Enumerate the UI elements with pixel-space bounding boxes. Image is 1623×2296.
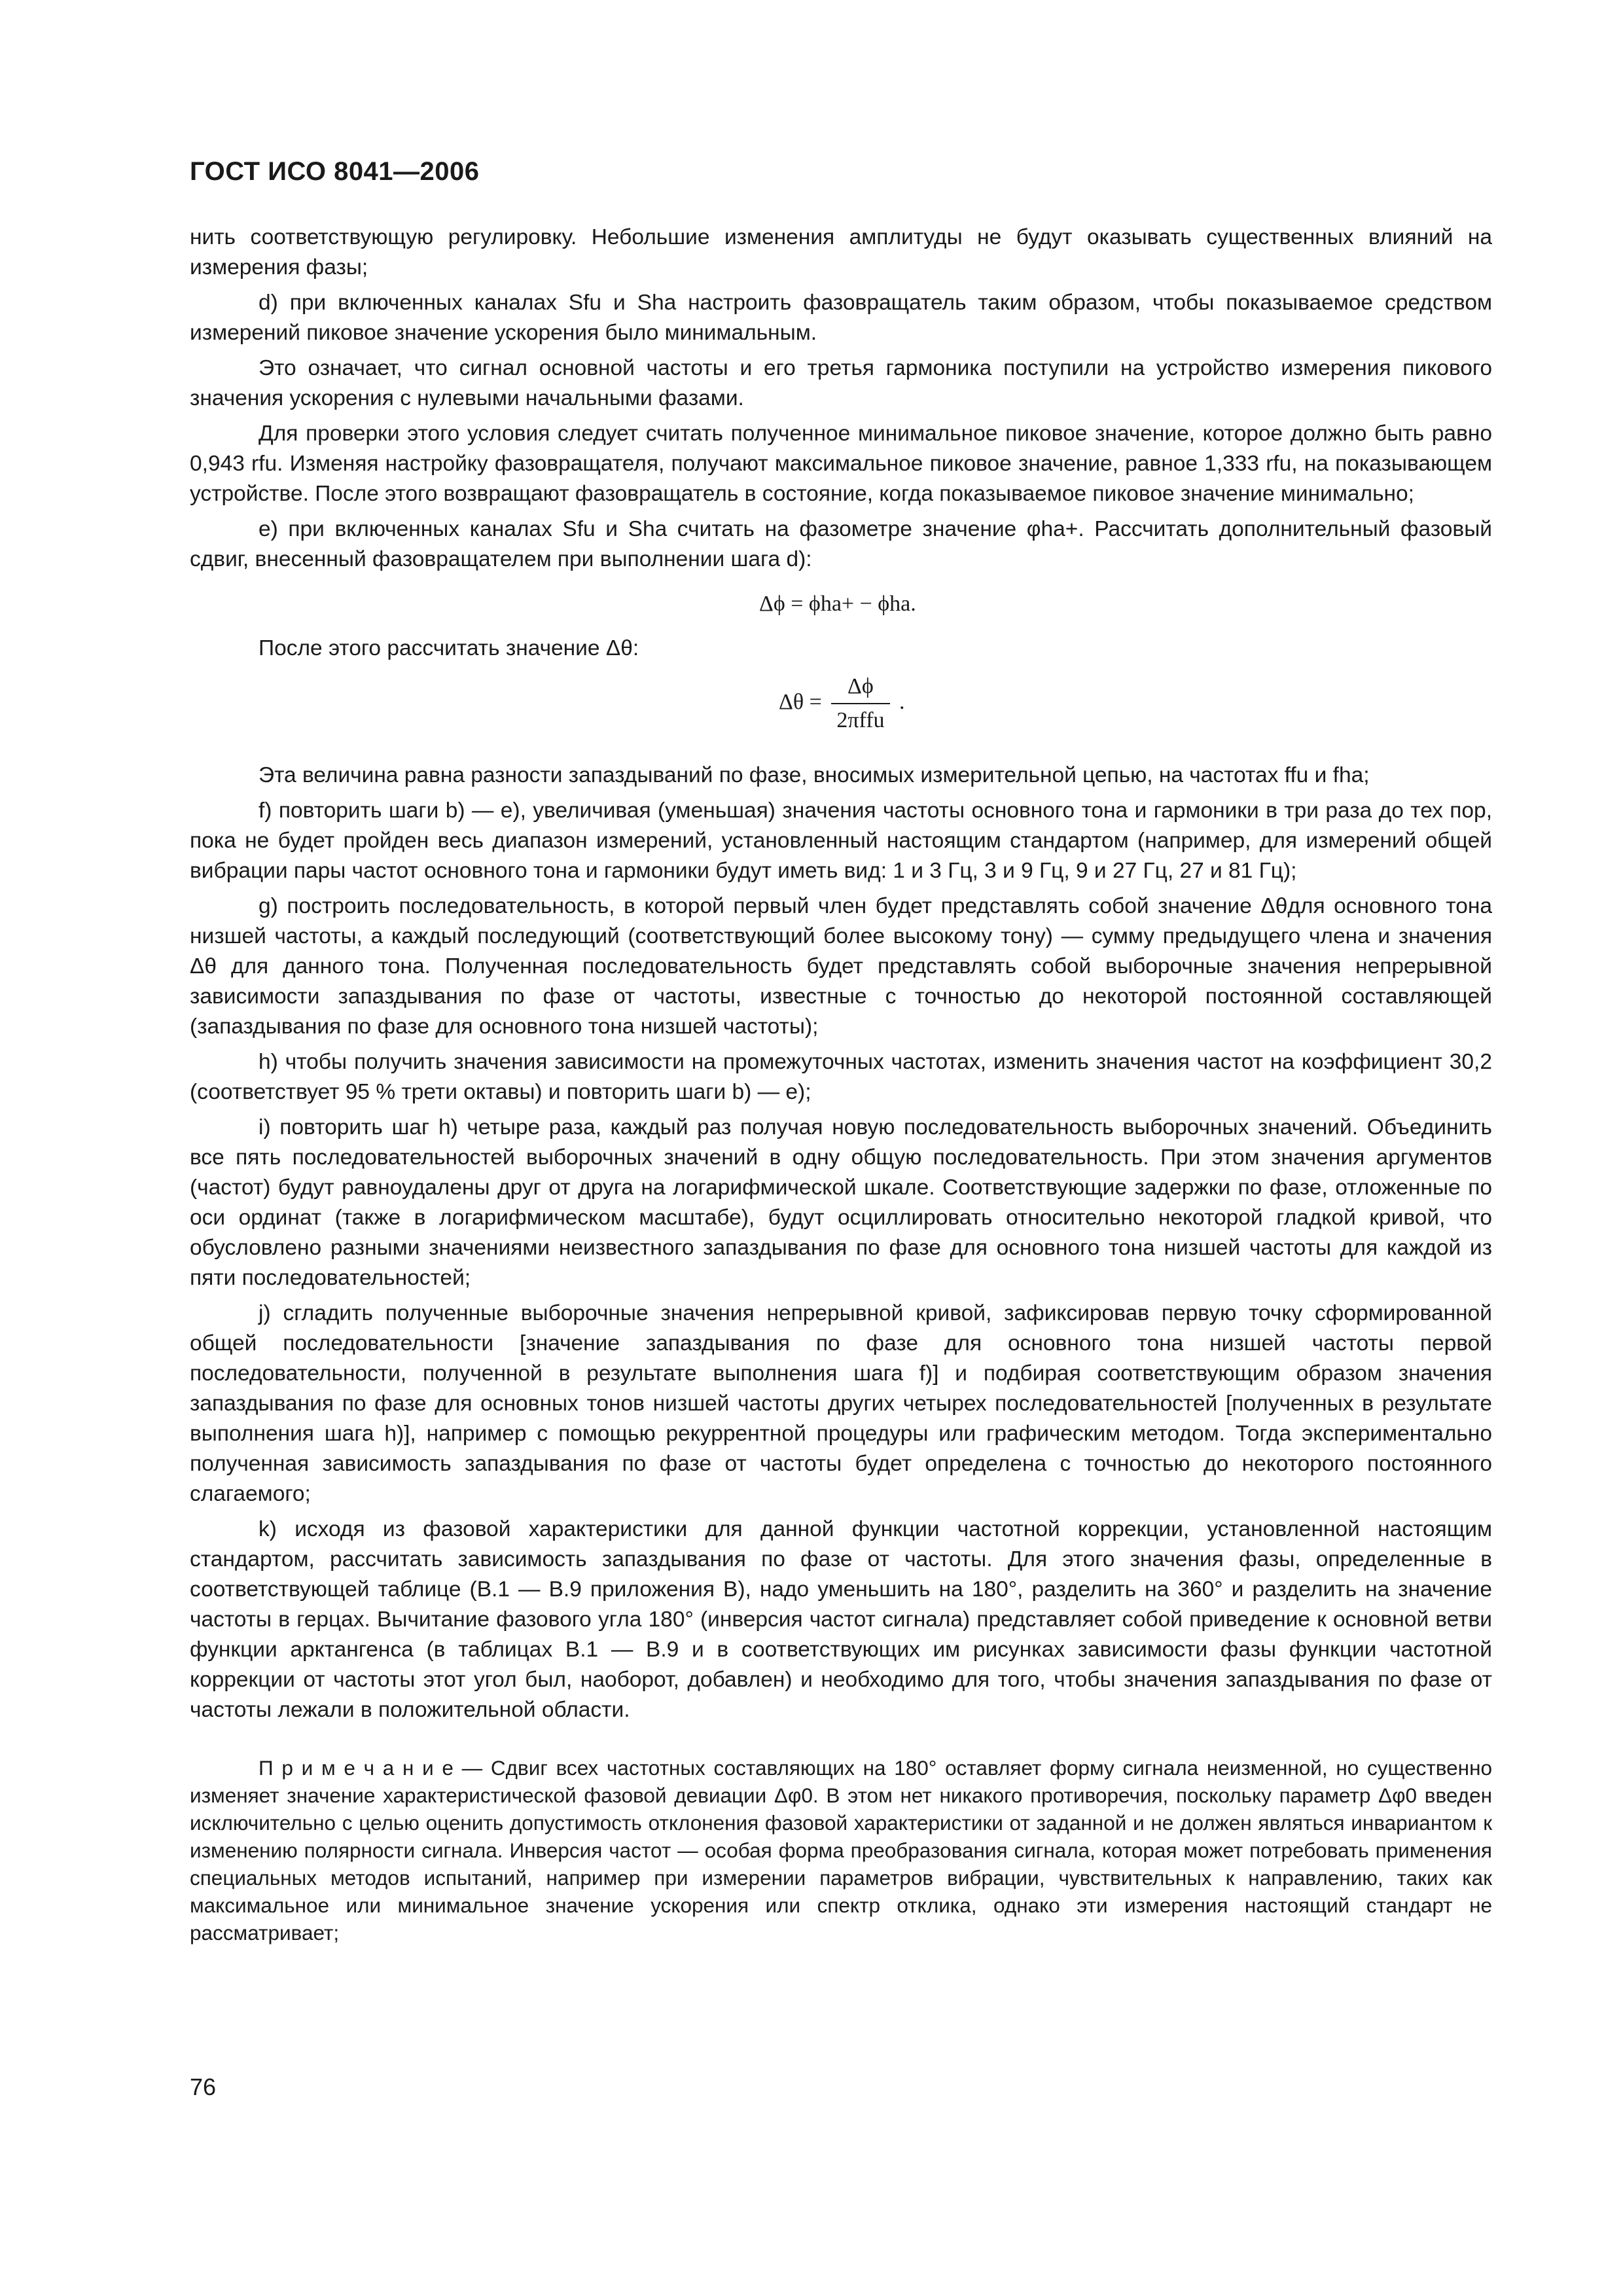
- paragraph-step-d: d) при включенных каналах Sfu и Sha настроить фазовращатель таким образом, чтобы показываемое средством измерений пиковое значение ускорения было минимальным.: [190, 291, 1492, 345]
- document-body: [190, 223, 1492, 1952]
- paragraph-step-g: g) построить последовательность, в которой первый член будет представлять собой значение Δθдля основного тона низшей частоты, а каждый последующий (соответствующий более высокому тону) — сумму предыдущего члена и значения Δθ для данного тона. Полученная последовательность будет представлять собой выборочные значения непрерывной зависимости запаздывания по фазе от частоты, известные с точностью до некоторой постоянной составляющей (запаздывания по фазе для основного тона низшей частоты);: [190, 894, 1492, 1039]
- formula-end: .: [899, 689, 905, 714]
- formula-delta-phi: Δϕ = ϕha+ − ϕha.: [759, 592, 916, 616]
- note-paragraph: [190, 1754, 1492, 1946]
- paragraph-explanation: Это означает, что сигнал основной частоты и его третья гармоника поступили на устройство измерения пикового значения ускорения с нулевыми начальными фазами.: [190, 356, 1492, 410]
- paragraph-step-e: e) при включенных каналах Sfu и Sha считать на фазометре значение φha+. Рассчитать дополнительный фазовый сдвиг, внесенный фазовращателем при выполнении шага d):: [190, 517, 1492, 571]
- paragraph-step-i: i) повторить шаг h) четыре раза, каждый раз получая новую последовательность выборочных значений. Объединить все пять последовательностей выборочных значений в одну общую последовательность. При этом значения аргументов (частот) будут равноудалены друг от друга на логарифмической шкале. Соответствующие задержки по фазе, отложенные по оси ординат (также в логарифмическом масштабе), будут осциллировать относительно некоторой гладкой кривой, что обусловлено разными значениями неизвестного запаздывания по фазе для основного тона низшей частоты для каждой из пяти последовательностей;: [190, 1115, 1492, 1290]
- paragraph-calc-delta-theta: После этого рассчитать значение Δθ:: [259, 636, 639, 660]
- note-label: П р и м е ч а н и е: [259, 1756, 454, 1780]
- formula-lhs: Δθ =: [779, 689, 822, 714]
- document-header: ГОСТ ИСО 8041—2006: [190, 157, 480, 186]
- paragraph-step-j: j) сгладить полученные выборочные значения непрерывной кривой, зафиксировав первую точку сформированной общей последовательности [значение запаздывания по фазе для основного тона низшей частоты первой последовательности, полученной в результате выполнения шага f)] и подбирая соответствующим образом значения запаздывания по фазе для основных тонов низшей частоты других четырех последовательностей [полученных в результате выполнения шага h)], например с помощью рекуррентной процедуры или графическим методом. Тогда экспериментально полученная зависимость запаздывания по фазе от частоты будет определена с точностью до некоторого постоянного слагаемого;: [190, 1301, 1492, 1506]
- paragraph-verification: Для проверки этого условия следует считать полученное минимальное пиковое значение, которое должно быть равно 0,943 rfu. Изменяя настройку фазовращателя, получают максимальное пиковое значение, равное 1,333 rfu, на показывающем устройстве. После этого возвращают фазовращатель в состояние, когда показываемое пиковое значение минимально;: [190, 422, 1492, 506]
- note-text: — Сдвиг всех частотных составляющих на 180° оставляет форму сигнала неизменной, но существенно изменяет значение характеристической фазовой девиации Δφ0. В этом нет никакого противоречия, поскольку параметр Δφ0 введен исключительно с целью оценить допустимость отклонения фазовой характеристики от заданной и не должен являться инвариантом к изменению полярности сигнала. Инверсия частот — особая форма преобразования сигнала, которая может потребовать применения специальных методов испытаний, например при измерении параметров вибрации, чувствительных к направлению, таких как максимальное или минимальное значение ускорения или спектр отклика, однако эти измерения настоящий стандарт не рассматривает;: [190, 1756, 1492, 1945]
- formula-numerator: Δϕ: [831, 673, 889, 704]
- formula-delta-theta: [190, 673, 1492, 751]
- formula-fraction: [831, 673, 889, 734]
- paragraph-step-f: f) повторить шаги b) — e), увеличивая (уменьшая) значения частоты основного тона и гармоники в три раза до тех пор, пока не будет пройден весь диапазон измерений, установленный настоящим стандартом (например, для измерений общей вибрации пары частот основного тона и гармоники будут иметь вид: 1 и 3 Гц, 3 и 9 Гц, 9 и 27 Гц, 27 и 81 Гц);: [190, 798, 1492, 883]
- paragraph-step-h: h) чтобы получить значения зависимости на промежуточных частотах, изменить значения частот на коэффициент 30,2 (соответствует 95 % трети октавы) и повторить шаги b) — e);: [190, 1050, 1492, 1104]
- formula-denominator: 2πffu: [836, 708, 885, 732]
- paragraph-continuation: нить соответствующую регулировку. Небольшие изменения амплитуды не будут оказывать существенных влияний на измерения фазы;: [190, 225, 1492, 279]
- paragraph-step-k: k) исходя из фазовой характеристики для данной функции частотной коррекции, установленной настоящим стандартом, рассчитать зависимость запаздывания по фазе от частоты. Для этого значения фазы, определенные в соответствующей таблице (В.1 — В.9 приложения В), надо уменьшить на 180°, разделить на 360° и разделить на значение частоты в герцах. Вычитание фазового угла 180° (инверсия частот сигнала) представляет собой приведение к основной ветви функции арктангенса (в таблицах В.1 — В.9 и в соответствующих им рисунках зависимости фазы функции частотной коррекции от частоты этот угол был, наоборот, добавлен) и необходимо для того, чтобы значения запаздывания по фазе от частоты лежали в положительной области.: [190, 1517, 1492, 1722]
- page-number: 76: [190, 2073, 217, 2100]
- paragraph-difference: Эта величина равна разности запаздываний по фазе, вносимых измерительной цепью, на частотах ffu и fha;: [259, 763, 1370, 787]
